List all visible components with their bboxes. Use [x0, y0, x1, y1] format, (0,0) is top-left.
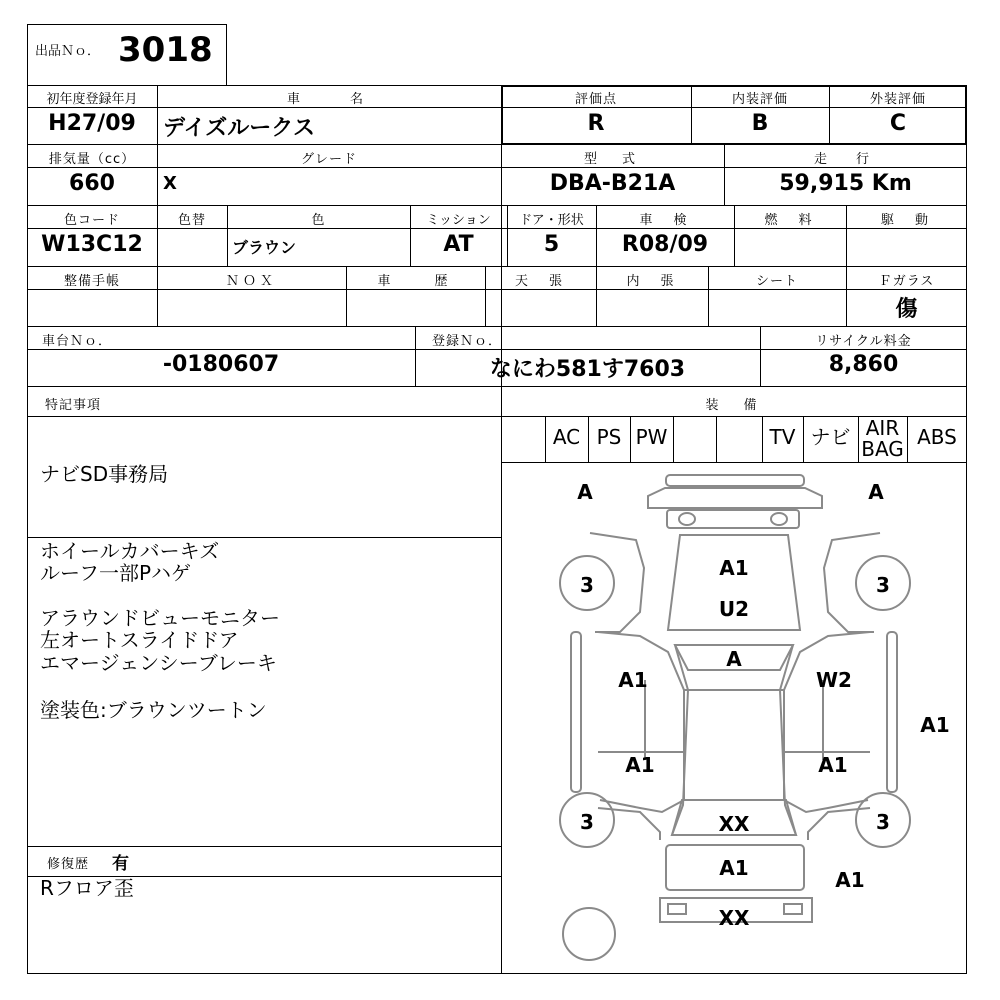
seat-label: シート	[755, 274, 798, 289]
repair-value: 有	[112, 854, 129, 874]
fglass-label: Ｆガラス	[878, 274, 935, 289]
tire-rl-value: 3	[580, 810, 594, 834]
door-value: 5	[543, 232, 560, 257]
damage-front-left: A	[577, 480, 593, 504]
damage-left-rear-door: A1	[625, 753, 655, 777]
fglass-value: 傷	[895, 297, 918, 322]
damage-rear-bumper: XX	[718, 906, 750, 930]
damage-tailgate: A1	[719, 856, 749, 880]
chassis-label: 車台Ｎｏ．	[42, 334, 113, 349]
damage-rear-right: A1	[835, 868, 865, 892]
recycle-value: 8,860	[828, 352, 899, 377]
exterior-value: C	[889, 111, 907, 136]
displacement-value: 660	[69, 171, 115, 196]
history-label: 車 歴	[377, 274, 454, 289]
roof-label: 天 張	[514, 274, 566, 289]
damage-front-right: A	[868, 480, 884, 504]
notes-label: 特記事項	[45, 398, 102, 413]
model-label: 型 式	[583, 152, 641, 167]
grade-value: X	[163, 173, 177, 194]
equipment-item: ABS	[917, 425, 957, 449]
lot-label: 出品Ｎｏ．	[35, 44, 101, 59]
recycle-label: リサイクル料金	[815, 334, 912, 349]
notes-line: アラウンドビューモニター	[40, 606, 280, 630]
color-value: ブラウン	[232, 238, 297, 257]
car-name-label: 車 名	[286, 92, 371, 107]
color-change-label: 色替	[177, 213, 206, 228]
repair-detail: Rフロア歪	[40, 876, 134, 900]
notes-line: エマージェンシーブレーキ	[40, 651, 277, 675]
color-code-label: 色コード	[63, 213, 120, 228]
repair-label: 修復歴	[47, 857, 90, 872]
nox-label: ＮＯＸ	[225, 274, 277, 289]
damage-left-front-door: A1	[618, 668, 648, 692]
registration-label: 登録Ｎｏ．	[432, 334, 503, 349]
color-code-value: W13C12	[41, 232, 143, 257]
equipment-item: PS	[596, 425, 622, 449]
damage-rear-glass: XX	[718, 812, 750, 836]
equipment-item: PW	[635, 425, 668, 449]
fuel-label: 燃 料	[764, 213, 816, 228]
tire-fl-value: 3	[580, 573, 594, 597]
drive-label: 駆 動	[880, 213, 932, 228]
mileage-value: 59,915 Km	[779, 171, 912, 196]
mileage-label: 走 行	[813, 152, 877, 167]
score-label: 評価点	[574, 92, 617, 107]
damage-right-rear-door: A1	[818, 753, 848, 777]
score-value: R	[587, 111, 605, 136]
notes-line: 左オートスライドドア	[40, 628, 239, 652]
equipment-item: AIR BAG	[861, 416, 904, 461]
damage-hood-a1: A1	[719, 556, 749, 580]
equipment-item: ナビ	[810, 425, 851, 449]
inspection-label: 車 検	[639, 213, 691, 228]
equipment-item: TV	[769, 425, 796, 449]
damage-right-side: A1	[920, 713, 950, 737]
damage-right-front-door: W2	[816, 668, 852, 692]
displacement-label: 排気量（cc）	[48, 152, 136, 167]
chassis-value: -0180607	[162, 352, 280, 377]
interior-label: 内装評価	[731, 92, 788, 107]
notes-line: ルーフ一部Pハゲ	[40, 561, 192, 585]
service-label: 整備手帳	[63, 274, 120, 289]
first-reg-label: 初年度登録年月	[46, 92, 138, 107]
tire-rr-value: 3	[876, 810, 890, 834]
interior-value: B	[751, 111, 769, 136]
equipment-label: 装 備	[705, 398, 763, 413]
model-value: DBA-B21A	[549, 171, 676, 196]
lot-number: 3018	[118, 30, 213, 70]
tire-fr-value: 3	[876, 573, 890, 597]
mission-label: ミッション	[426, 213, 491, 228]
registration-value: なにわ581す7603	[489, 357, 686, 382]
notes-line: 塗装色:ブラウンツートン	[40, 698, 267, 722]
color-label: 色	[311, 213, 326, 228]
door-label: ドア・形状	[519, 213, 584, 228]
car-name-value: デイズルークス	[163, 116, 316, 141]
damage-windshield: A	[726, 647, 742, 671]
grade-label: グレード	[300, 152, 357, 167]
interior-trim-label: 内 張	[626, 274, 678, 289]
notes-line: ホイールカバーキズ	[40, 539, 220, 563]
first-reg-value: H27/09	[48, 111, 136, 136]
notes-top: ナビSD事務局	[40, 462, 169, 486]
inspection-value: R08/09	[621, 232, 709, 257]
exterior-label: 外装評価	[869, 92, 926, 107]
equipment-item: AC	[552, 425, 581, 449]
damage-hood-u2: U2	[718, 597, 750, 621]
mission-value: AT	[443, 232, 474, 257]
